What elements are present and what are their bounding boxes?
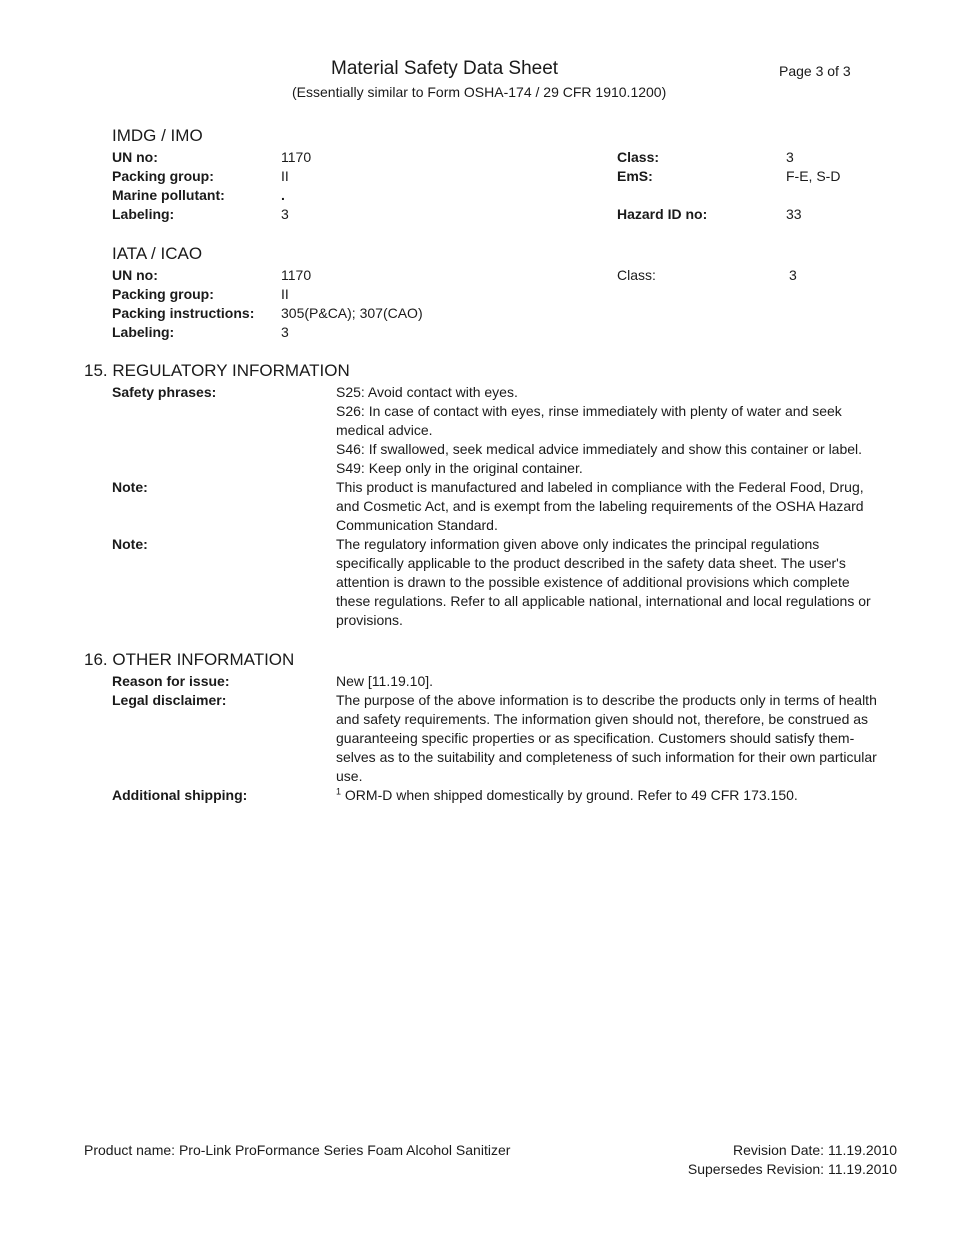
footer-revision-date: Revision Date: 11.19.2010 [733, 1142, 897, 1158]
iata-instructions-label: Packing instructions: [112, 305, 255, 321]
note-1-text [336, 478, 864, 535]
shipping-text: ORM-D when shipped domestically by ground. Refer to 49 CFR 173.150. [341, 787, 798, 803]
section-16-heading: 16. OTHER INFORMATION [84, 650, 295, 669]
text-line: use. [336, 768, 363, 784]
iata-packing-value: II [281, 286, 289, 302]
text-line: and Cosmetic Act, and is exempt from the labeling requirements of the OSHA Hazard [336, 498, 864, 514]
iata-heading: IATA / ICAO [112, 244, 203, 263]
iata-un-label: UN no: [112, 267, 158, 283]
text-line: attention is drawn to the possible existence of additional provisions which complete [336, 574, 850, 590]
footnote-marker: 1 [336, 786, 342, 797]
text-line: these regulations. Refer to all applicable national, international and local regulations or [336, 593, 871, 609]
text-line: S49: Keep only in the original container. [336, 460, 583, 476]
legal-disclaimer-label: Legal disclaimer: [112, 692, 227, 708]
imdg-class-value: 3 [786, 149, 794, 165]
legal-disclaimer-text [336, 691, 877, 786]
reason-value: New [11.19.10]. [336, 673, 434, 689]
text-line: The purpose of the above information is to describe the products only in terms of health [336, 692, 877, 708]
text-line: S46: If swallowed, seek medical advice immediately and show this container or label. [336, 441, 863, 457]
safety-phrases-label: Safety phrases: [112, 384, 217, 400]
text-line: provisions. [336, 612, 403, 628]
note-1-label: Note: [112, 479, 148, 495]
imdg-un-value: 1170 [281, 149, 312, 165]
imdg-labeling-value: 3 [281, 206, 289, 222]
note-2-text [336, 535, 871, 630]
additional-shipping-value [336, 786, 798, 805]
imdg-packing-value: II [281, 168, 289, 184]
imdg-marine-label: Marine pollutant: [112, 187, 225, 203]
text-line: selves as to the suitability and completeness of such information for their own particular [336, 749, 877, 765]
imdg-marine-value: . [281, 187, 285, 203]
iata-labeling-value: 3 [281, 324, 289, 340]
imdg-hazard-value: 33 [786, 206, 802, 222]
imdg-class-label: Class: [617, 149, 660, 165]
note-2-label: Note: [112, 536, 148, 552]
reason-label: Reason for issue: [112, 673, 230, 689]
imdg-un-label: UN no: [112, 149, 158, 165]
iata-packing-label: Packing group: [112, 286, 214, 302]
footer-product-name: Product name: Pro-Link ProFormance Series Foam Alcohol Sanitizer [84, 1142, 511, 1158]
iata-class-value: 3 [789, 267, 797, 283]
page-number: Page 3 of 3 [779, 63, 851, 79]
section-15-heading: 15. REGULATORY INFORMATION [84, 361, 350, 380]
imdg-ems-value: F-E, S-D [786, 168, 841, 184]
document-subtitle: (Essentially similar to Form OSHA-174 / 29 CFR 1910.1200) [292, 84, 667, 100]
text-line: This product is manufactured and labeled in compliance with the Federal Food, Drug, [336, 479, 864, 495]
iata-labeling-label: Labeling: [112, 324, 175, 340]
safety-phrases-text [336, 383, 862, 478]
iata-instructions-value: 305(P&CA); 307(CAO) [281, 305, 423, 321]
footer-supersedes: Supersedes Revision: 11.19.2010 [687, 1161, 897, 1177]
text-line: medical advice. [336, 422, 433, 438]
iata-class-label: Class: [617, 267, 656, 283]
text-line: S25: Avoid contact with eyes. [336, 384, 518, 400]
text-line: The regulatory information given above only indicates the principal regulations [336, 536, 820, 552]
text-line: specifically applicable to the product described in the safety data sheet. The user's [336, 555, 846, 571]
text-line: Communication Standard. [336, 517, 498, 533]
imdg-heading: IMDG / IMO [112, 126, 203, 145]
imdg-labeling-label: Labeling: [112, 206, 175, 222]
text-line: S26: In case of contact with eyes, rinse immediately with plenty of water and seek [336, 403, 842, 419]
imdg-packing-label: Packing group: [112, 168, 214, 184]
imdg-ems-label: EmS: [617, 168, 653, 184]
additional-shipping-label: Additional shipping: [112, 787, 248, 803]
text-line: guaranteeing specific properties or as specification. Customers should satisfy them- [336, 730, 855, 746]
text-line: and safety requirements. The information given should not, therefore, be construed as [336, 711, 869, 727]
document-title: Material Safety Data Sheet [331, 58, 559, 79]
iata-un-value: 1170 [281, 267, 312, 283]
imdg-hazard-label: Hazard ID no: [617, 206, 708, 222]
